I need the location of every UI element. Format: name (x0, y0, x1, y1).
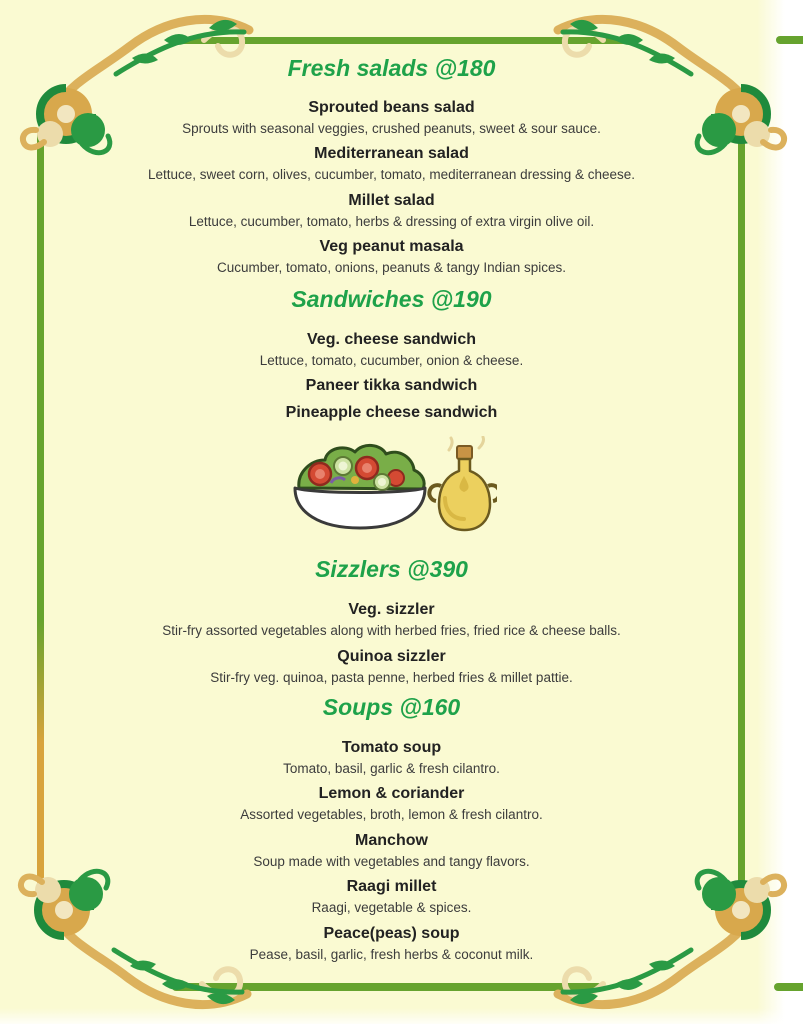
section-sizzlers (44, 555, 739, 686)
item-desc: Cucumber, tomato, onions, peanuts & tangy Indian spices. (217, 260, 566, 276)
item-desc: Stir-fry assorted vegetables along with herbed fries, fried rice & cheese balls. (162, 622, 621, 638)
heading-soups: Soups @160 (322, 694, 461, 721)
corner-ornament-bottom-right-icon (553, 862, 803, 1022)
heading-fresh-salads: Fresh salads @180 (287, 55, 496, 81)
item-name: Paneer tikka sandwich (305, 377, 478, 395)
item-desc: Lettuce, sweet corn, olives, cucumber, tomato, mediterranean dressing & cheese. (147, 167, 635, 183)
border-right (738, 128, 745, 896)
menu-item-paneer-tikka-sandwich (44, 376, 739, 396)
item-desc: Sprouts with seasonal veggies, crushed peanuts, sweet & sour sauce. (182, 120, 601, 136)
menu-item-lemon-coriander (44, 784, 739, 824)
item-desc: Assorted vegetables, broth, lemon & fresh cilantro. (240, 807, 543, 823)
corner-ornament-top-left-icon (4, 2, 254, 162)
salad-bowl-icon (295, 446, 425, 529)
olive-oil-bottle-icon (429, 437, 497, 530)
corner-ornament-bottom-left-icon (2, 862, 252, 1022)
heading-sizzlers: Sizzlers @390 (315, 556, 468, 583)
item-desc: Lettuce, cucumber, tomato, herbs & dressing of extra virgin olive oil. (188, 213, 595, 229)
item-name: Manchow (355, 831, 428, 849)
item-desc: Soup made with vegetables and tangy flavors. (253, 853, 530, 869)
item-desc: Raagi, vegetable & spices. (311, 900, 472, 916)
item-desc: Lettuce, tomato, cucumber, onion & cheese. (259, 352, 524, 368)
item-name: Mediterranean salad (314, 145, 469, 163)
item-name: Veg peanut masala (319, 238, 464, 256)
menu-item-quinoa-sizzler (44, 647, 739, 687)
menu-item-pineapple-cheese-sandwich (44, 403, 739, 423)
border-left (37, 127, 44, 897)
item-desc: Stir-fry veg. quinoa, pasta penne, herbed fries & millet pattie. (210, 669, 573, 685)
heading-sandwiches: Sandwiches @190 (291, 285, 492, 312)
item-name: Millet salad (348, 191, 435, 209)
menu-item-tomato-soup (44, 738, 739, 778)
item-name: Veg. cheese sandwich (307, 330, 476, 348)
menu-item-millet-salad (44, 191, 739, 231)
menu-item-veg-cheese-sandwich (44, 330, 739, 370)
item-name: Tomato soup (341, 738, 442, 756)
item-name: Raagi millet (346, 878, 437, 896)
item-desc: Tomato, basil, garlic & fresh cilantro. (283, 760, 500, 776)
item-desc: Pease, basil, garlic, fresh herbs & coconut milk. (249, 947, 534, 963)
salad-illustration (287, 436, 497, 542)
menu-item-veg-peanut-masala (44, 237, 739, 277)
item-name: Quinoa sizzler (337, 647, 446, 665)
item-name: Pineapple cheese sandwich (285, 404, 498, 422)
item-name: Veg. sizzler (348, 600, 435, 618)
section-sandwiches (44, 285, 739, 423)
menu-item-veg-sizzler (44, 600, 739, 640)
item-name: Sprouted beans salad (308, 98, 475, 116)
item-name: Lemon & coriander (318, 785, 465, 803)
corner-ornament-top-right-icon (553, 2, 803, 162)
item-name: Peace(peas) soup (323, 925, 460, 943)
